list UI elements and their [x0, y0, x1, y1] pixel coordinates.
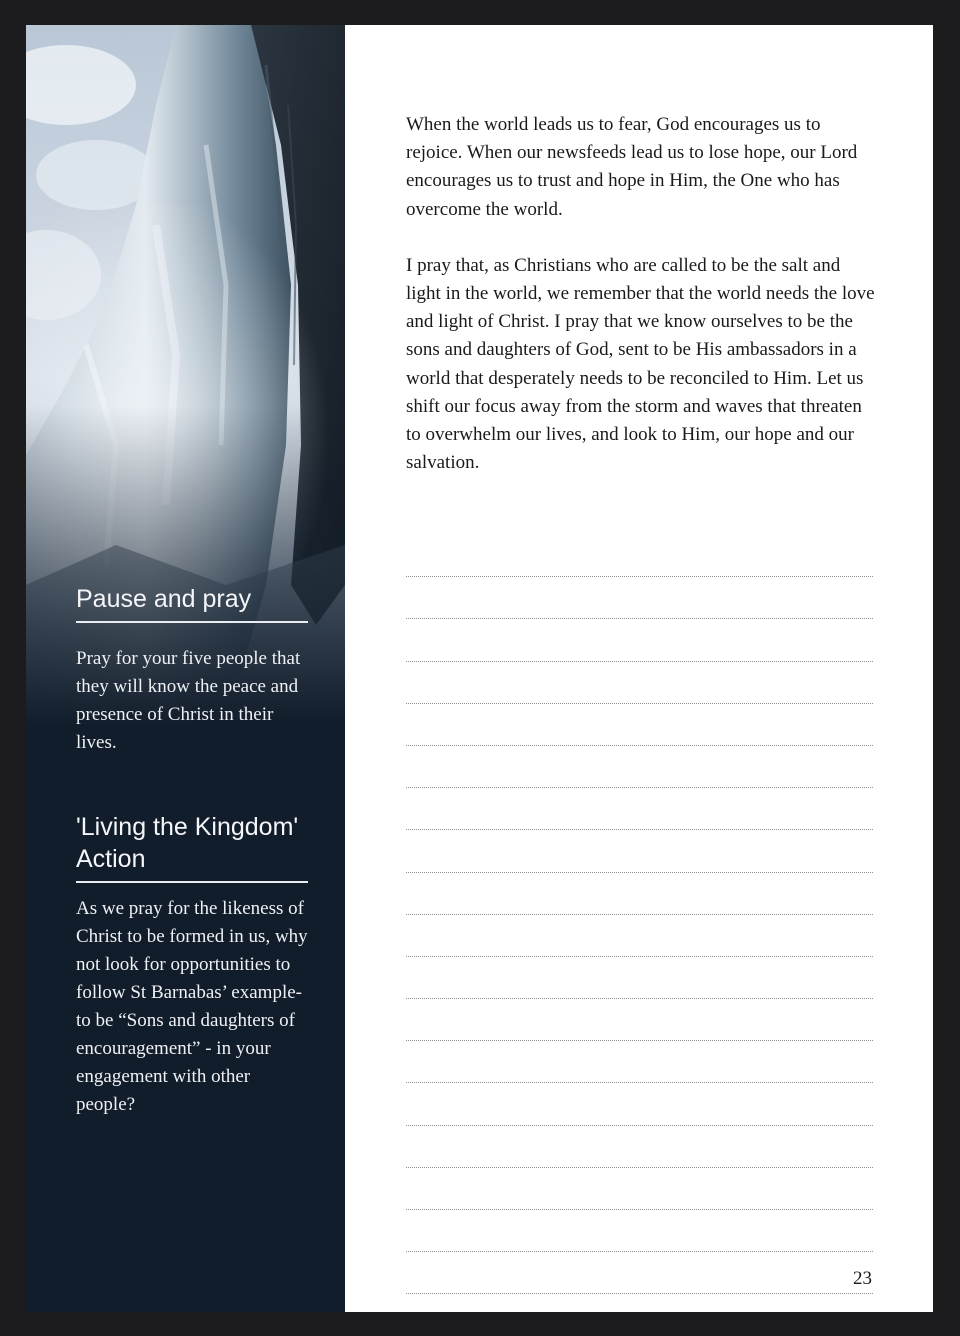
writing-line: [406, 830, 873, 872]
main-body-text: [406, 111, 876, 505]
writing-line: [406, 999, 873, 1041]
page-number: 23: [853, 1268, 872, 1289]
writing-line: [406, 662, 873, 704]
writing-line: [406, 1083, 873, 1125]
booklet-page: [26, 25, 933, 1312]
writing-line: [406, 1168, 873, 1210]
writing-line: [406, 535, 873, 577]
action-section: [76, 811, 308, 1119]
action-text: As we pray for the likeness of Christ to be formed in us, why not look for opportunities to follow St Barnabas’ example- to be “Sons and daughters of encouragement” - in your engagement with other people?: [76, 898, 308, 1115]
writing-line: [406, 1252, 873, 1294]
pause-text: Pray for your five people that they will know the peace and presence of Christ in their lives.: [76, 648, 301, 753]
writing-line: [406, 788, 873, 830]
writing-line: [406, 577, 873, 619]
writing-line: [406, 1041, 873, 1083]
pause-heading: Pause and pray: [76, 583, 308, 623]
writing-line: [406, 915, 873, 957]
writing-line: [406, 746, 873, 788]
notes-writing-lines: [406, 535, 873, 1294]
action-heading: 'Living the Kingdom' Action: [76, 811, 308, 883]
sidebar-panel: [26, 25, 345, 1312]
writing-line: [406, 957, 873, 999]
pause-section: [76, 583, 308, 757]
paragraph: When the world leads us to fear, God encourages us to rejoice. When our newsfeeds lead us to lose hope, our Lord encourages us to trust and hope in Him, the One who has overcome the world.: [406, 114, 858, 220]
paragraph: I pray that, as Christians who are called to be the salt and light in the world, we remember that the world needs the love and light of Christ. I pray that we know ourselves to be the sons and daughters of God, sent to be His ambassadors in a world that desperately needs to be reconciled to Him. Let us shift our focus away from the storm and waves that threaten to overwhelm our lives, and look to Him, our hope and our salvation.: [406, 254, 875, 474]
writing-line: [406, 704, 873, 746]
writing-line: [406, 873, 873, 915]
writing-line: [406, 1126, 873, 1168]
writing-line: [406, 1210, 873, 1252]
writing-line: [406, 619, 873, 661]
